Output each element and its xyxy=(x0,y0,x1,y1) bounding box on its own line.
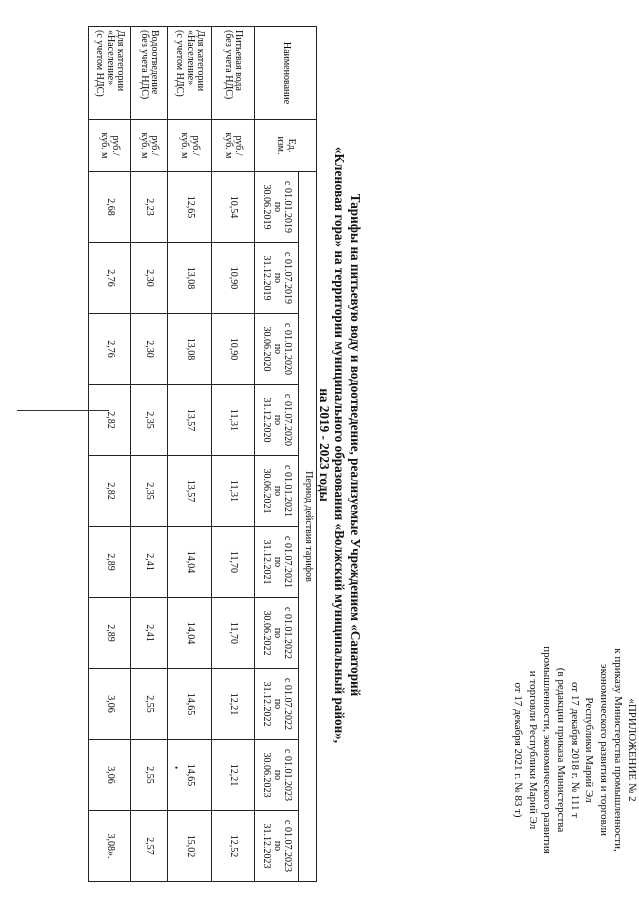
tariff-value: 2,41 xyxy=(131,527,168,598)
tariff-value: 11,31 xyxy=(212,456,255,527)
period-cell: с 01.07.2022 по 31.12.2022 xyxy=(255,669,299,740)
table-row xyxy=(89,27,131,882)
tariff-value: 2,89 xyxy=(89,527,131,598)
tariff-value: 2,82 xyxy=(89,385,131,456)
period-cell: с 01.07.2020 по 31.12.2020 xyxy=(255,385,299,456)
tariff-value: 2,30 xyxy=(131,314,168,385)
period-cell: с 01.07.2019 по 31.12.2019 xyxy=(255,243,299,314)
scan-speck: • xyxy=(171,766,181,770)
tariff-value: 10,54 xyxy=(212,172,255,243)
tariff-value: 2,35 xyxy=(131,456,168,527)
tariff-value: 2,82 xyxy=(89,456,131,527)
document-title xyxy=(317,130,364,760)
tariff-value: 11,70 xyxy=(212,598,255,669)
appendix-line: промышленности, экономического развития xyxy=(540,646,553,854)
period-cell: с 01.01.2023 по 30.06.2023 xyxy=(255,740,299,811)
row-name-population-water: Для категории «Население» (с учетом НДС) xyxy=(168,27,212,120)
tariff-value: 12,52 xyxy=(212,811,255,882)
row-unit: руб./ куб. м xyxy=(89,120,131,172)
tariff-value: 13,57 xyxy=(168,456,212,527)
appendix-line: (в редакции приказа Министерства xyxy=(554,667,567,833)
tariff-value: 15,02 xyxy=(168,811,212,882)
tariff-value: 2,55 xyxy=(131,669,168,740)
table-header-row xyxy=(299,27,317,882)
tariff-value: 12,21 xyxy=(212,740,255,811)
row-unit: руб./ куб. м xyxy=(168,120,212,172)
tariff-value: 2,30 xyxy=(131,243,168,314)
appendix-line: к приказу Министерства промышленности, xyxy=(611,648,624,852)
tariff-value: 2,76 xyxy=(89,314,131,385)
appendix-note xyxy=(511,600,639,900)
tariff-value: 3,06 xyxy=(89,740,131,811)
period-cell: с 01.01.2021 по 30.06.2021 xyxy=(255,456,299,527)
tariff-value: 14,04 xyxy=(168,598,212,669)
appendix-line: и торговли Республики Марий Эл xyxy=(526,670,539,830)
tariff-value: 2,68 xyxy=(89,172,131,243)
tariff-value: 2,89 xyxy=(89,598,131,669)
header-name: Наименование xyxy=(255,27,317,120)
row-unit: руб./ куб. м xyxy=(131,120,168,172)
tariff-table xyxy=(88,26,317,882)
appendix-line: от 17 декабря 2018 г. № 111 т xyxy=(569,681,582,819)
header-unit: Ед. изм. xyxy=(255,120,317,172)
tariff-value: 14,65 xyxy=(168,669,212,740)
tariff-value: 2,76 xyxy=(89,243,131,314)
title-line: «Кленовая гора» на территории муниципального образования «Волжский муниципальный район», xyxy=(332,146,348,744)
signature-divider-line xyxy=(17,410,109,411)
period-cell: с 01.01.2019 по 30.06.2019 xyxy=(255,172,299,243)
tariff-value: 12,21 xyxy=(212,669,255,740)
tariff-value: 2,23 xyxy=(131,172,168,243)
tariff-value: 11,31 xyxy=(212,385,255,456)
row-name-population-wastewater: Для категории «Население» (с учетом НДС) xyxy=(89,27,131,120)
tariff-value: 3,06 xyxy=(89,669,131,740)
tariff-value: 2,55 xyxy=(131,740,168,811)
tariff-value: 12,65 xyxy=(168,172,212,243)
tariff-value: 2,57 xyxy=(131,811,168,882)
tariff-value: 2,41 xyxy=(131,598,168,669)
title-line: Тарифы на питьевую воду и водоотведение, реализуемые Учреждением «Санаторий xyxy=(348,193,363,697)
row-unit: руб./ куб. м xyxy=(212,120,255,172)
table-row xyxy=(131,27,168,882)
tariff-value: 2,35 xyxy=(131,385,168,456)
appendix-line: от 17 декабря 2021 г. № 83 т) xyxy=(512,682,525,818)
tariff-value: 14,04 xyxy=(168,527,212,598)
tariff-value: 13,57 xyxy=(168,385,212,456)
header-period: Период действия тарифов xyxy=(299,172,317,882)
tariff-value: 13,08 xyxy=(168,243,212,314)
appendix-line: экономического развития и торговли xyxy=(597,663,610,837)
tariff-value: 10,90 xyxy=(212,314,255,385)
tariff-value: 14,65 xyxy=(168,740,212,811)
appendix-line: Республики Марий Эл xyxy=(583,697,596,803)
tariff-value: 13,08 xyxy=(168,314,212,385)
tariff-value: 10,90 xyxy=(212,243,255,314)
table-row xyxy=(212,27,255,882)
row-name-wastewater: Водоотведение (без учета НДС) xyxy=(131,27,168,120)
title-line: на 2019 - 2023 годы xyxy=(317,388,332,502)
row-name-drinking-water: Питьевая вода (без учета НДС) xyxy=(212,27,255,120)
tariff-value: 3,08». xyxy=(89,811,131,882)
table-row xyxy=(168,27,212,882)
period-cell: с 01.01.2020 по 30.06.2020 xyxy=(255,314,299,385)
appendix-line: «ПРИЛОЖЕНИЕ № 2 xyxy=(626,698,638,802)
tariff-value: 11,70 xyxy=(212,527,255,598)
period-cell: с 01.07.2023 по 31.12.2023 xyxy=(255,811,299,882)
period-cell: с 01.01.2022 по 30.06.2022 xyxy=(255,598,299,669)
period-cell: с 01.07.2021 по 31.12.2021 xyxy=(255,527,299,598)
